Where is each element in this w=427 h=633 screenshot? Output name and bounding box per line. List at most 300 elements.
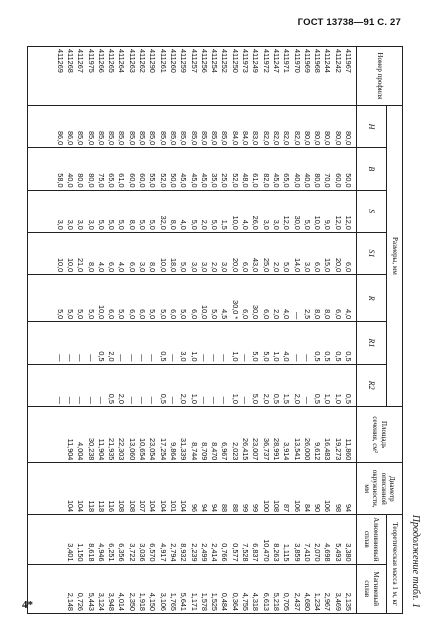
cell-magn: 2,350	[127, 592, 137, 611]
cell-R: 10,0	[96, 305, 106, 320]
cell-magn: 3,124	[96, 592, 106, 611]
cell-S1: 5,0	[282, 262, 292, 273]
cell-R2: —	[65, 396, 75, 404]
col-diameter: Диаметр описанной окружности, мм	[357, 463, 403, 515]
cell-R2: —	[55, 396, 65, 404]
cell-diameter: 104	[158, 499, 168, 513]
cell-area: 6,967	[220, 442, 230, 461]
cell-diameter: 87	[282, 504, 292, 513]
cell-R1: —	[168, 354, 178, 362]
cell-diameter: 98	[333, 504, 343, 513]
cell-R1: —	[117, 354, 127, 362]
area-column-cells	[28, 406, 357, 462]
cell-magn: 4,150	[148, 592, 158, 611]
cell-S: 3,0	[76, 219, 86, 230]
cell-area: 11,904	[96, 438, 106, 461]
cell-magn: 0,726	[76, 592, 86, 611]
cell-profile: 411968	[313, 49, 323, 73]
cell-diameter: 104	[76, 499, 86, 513]
cell-R2: —	[76, 396, 86, 404]
cell-R: 6,0	[189, 309, 199, 320]
R-column-cells	[28, 275, 357, 322]
cell-B: 80,0	[313, 173, 323, 188]
cell-S: 30,0	[292, 215, 302, 230]
cell-S1: 3,0	[199, 262, 209, 273]
cell-R1: 0,5	[158, 351, 168, 362]
cell-S1: 14,0	[292, 257, 302, 273]
cell-B: 60,0	[127, 173, 137, 188]
cell-R1: 4,0	[282, 351, 292, 362]
cell-R1: 5,0	[251, 351, 261, 362]
cell-S1: 21,0	[76, 257, 86, 273]
cell-S1: 43,0	[251, 257, 261, 273]
cell-area: 2,023	[230, 442, 240, 461]
cell-alum: 2,414	[210, 543, 220, 562]
cell-R2: 5,0	[251, 393, 261, 404]
cell-B: 40,0	[65, 173, 75, 188]
cell-diameter: 108	[271, 499, 281, 513]
cell-R2: 2,0	[261, 393, 271, 404]
cell-H: 85,0	[210, 130, 220, 146]
cell-magn: 2,437	[292, 592, 302, 611]
cell-R1: —	[220, 354, 230, 362]
col-H: H	[357, 105, 387, 147]
cell-S: 3,0	[86, 219, 96, 230]
cell-profile: 411972	[261, 49, 271, 73]
cell-S1: 6,0	[127, 262, 137, 273]
cell-S1: 8,0	[148, 262, 158, 273]
cell-area: 4,004	[76, 442, 86, 461]
cell-profile: 411262	[138, 49, 148, 73]
cell-alum: 6,356	[117, 543, 127, 562]
cell-H: 85,0	[76, 130, 86, 146]
cell-S: 2,0	[199, 219, 209, 230]
cell-alum: 1,115	[282, 543, 292, 562]
cell-S: 12,0	[344, 215, 353, 230]
cell-profile: 411264	[117, 49, 127, 73]
cell-diameter: 108	[127, 499, 137, 513]
cell-R2: —	[96, 396, 106, 404]
cell-R: 5,0	[148, 309, 158, 320]
cell-magn: 0,364	[230, 592, 240, 611]
cell-area: 21,935	[107, 438, 117, 461]
cell-S: 8,0	[168, 219, 178, 230]
cell-S: 5,0	[148, 219, 158, 230]
cell-B: 60,0	[333, 173, 343, 188]
cell-magn: 1,171	[189, 592, 199, 611]
cell-H: 86,0	[65, 130, 75, 146]
R1-column-cells	[28, 322, 357, 364]
cell-profile: 411257	[189, 49, 199, 73]
cell-H: 82,0	[271, 130, 281, 146]
cell-R: 6,0	[241, 309, 251, 320]
cell-B: 45,0	[199, 173, 209, 188]
cell-R1: —	[65, 354, 75, 362]
cell-profile: 411969	[302, 49, 312, 73]
cell-R2: —	[168, 396, 178, 404]
cell-R: 5,0	[65, 309, 75, 320]
cell-diameter: 94	[199, 504, 209, 513]
cell-diameter: 94	[344, 504, 353, 513]
cell-diameter: 88	[220, 504, 230, 513]
cell-magn: 4,318	[251, 592, 261, 611]
cell-R2: 1,0	[333, 393, 343, 404]
col-profile: Номер профиля	[357, 47, 403, 106]
col-S1: S1	[357, 232, 387, 274]
cell-S: 5,0	[107, 219, 117, 230]
cell-alum: 2,070	[313, 543, 323, 562]
cell-B: 48,0	[241, 173, 251, 188]
cell-profile: 411242	[333, 49, 343, 73]
cell-R2: 2,0	[117, 393, 127, 404]
cell-R: 5,0	[179, 309, 189, 320]
cell-S1: 20,0	[333, 257, 343, 273]
cell-B: 61,0	[117, 173, 127, 188]
cell-H: 82,0	[292, 130, 302, 146]
cell-magn: 2,135	[344, 592, 353, 611]
cell-magn: 1,525	[210, 592, 220, 611]
col-area: Площадь сечения, см²	[357, 406, 403, 462]
cell-S1: 2,0	[271, 262, 281, 273]
cell-H: 85,0	[179, 130, 189, 146]
col-S: S	[357, 190, 387, 232]
cell-diameter: 106	[323, 499, 333, 513]
cell-profile: 411971	[282, 49, 292, 73]
cell-alum: 4,917	[158, 543, 168, 562]
cell-area: 13,541	[292, 438, 302, 461]
cell-R: 4,0	[282, 309, 292, 320]
cell-diameter: 118	[86, 500, 96, 513]
cell-R: 6,0	[261, 309, 271, 320]
cell-diameter: 94	[210, 504, 220, 513]
cell-B: 80,0	[76, 173, 86, 188]
cell-R: 5,0	[76, 309, 86, 320]
cell-R1: —	[76, 354, 86, 362]
cell-area: 8,709	[199, 442, 209, 461]
cell-R1: —	[86, 354, 96, 362]
col-R1: R1	[357, 322, 387, 364]
cell-profile: 411266	[96, 49, 106, 73]
cell-S: 32,0	[158, 215, 168, 230]
cell-R2: 0,5	[271, 393, 281, 404]
cell-R: —	[292, 311, 302, 320]
cell-R2: 1,0	[323, 393, 333, 404]
rotated-table-page	[27, 46, 421, 614]
cell-S: 12,0	[333, 215, 343, 230]
cell-profile: 411250	[230, 49, 240, 73]
cell-H: 84,0	[230, 130, 240, 146]
cell-R2: 1,0	[189, 393, 199, 404]
cell-R1: 5,0	[261, 351, 271, 362]
cell-magn: 5,641	[179, 592, 189, 611]
cell-B: 80,0	[86, 173, 96, 188]
cell-alum: 10,470	[261, 539, 271, 562]
cell-area: 8,744	[189, 442, 199, 461]
cell-R2: 1,0	[230, 393, 240, 404]
cell-alum: 0,766	[220, 543, 230, 562]
cell-H: 80,0	[313, 130, 323, 146]
cell-area: 9,864	[168, 442, 178, 461]
table-caption: Продолжение табл. 1	[410, 514, 421, 608]
cell-H: 85,0	[158, 130, 168, 146]
cell-alum: 6,570	[148, 543, 158, 562]
cell-R: 8,0	[313, 309, 323, 320]
cell-H: 84,0	[241, 130, 251, 146]
cell-diameter: 106	[292, 499, 302, 513]
cell-R2: —	[148, 396, 158, 404]
cell-S1: 18,0	[168, 257, 178, 273]
cell-R2: 0,5	[158, 393, 168, 404]
cell-area: 11,904	[65, 438, 75, 461]
B-column-cells	[28, 148, 357, 190]
cell-S: 3,0	[65, 219, 75, 230]
cell-S1: 5,0	[179, 262, 189, 273]
cell-B: 45,0	[179, 173, 189, 188]
cell-R1: 1,0	[230, 351, 240, 362]
cell-S: 10,0	[313, 215, 323, 230]
cell-magn: 0,705	[282, 592, 292, 611]
cell-B: 40,0	[292, 173, 302, 188]
cell-R: 6,0	[168, 309, 178, 320]
cell-S1: 3,0	[302, 262, 312, 273]
cell-R1: 0,5	[313, 351, 323, 362]
page-header: ГОСТ 13738—91 С. 27	[297, 17, 401, 28]
cell-H: 85,0	[148, 130, 158, 146]
cell-R: 5,0	[86, 309, 96, 320]
cell-R: 2,0	[271, 309, 281, 320]
cell-R2: —	[138, 396, 148, 404]
cell-profile: 411970	[292, 49, 302, 73]
cell-profile: 411267	[76, 49, 86, 73]
cell-R1: —	[199, 354, 209, 362]
cell-S: 26,0	[251, 215, 261, 230]
cell-R: 4,0	[344, 309, 353, 320]
cell-alum: 7,410	[302, 543, 312, 562]
cell-R: 30,0	[251, 305, 261, 320]
cell-R: 5,0	[117, 309, 127, 320]
cell-H: 85,0	[107, 130, 117, 146]
cell-B: 82,0	[261, 173, 271, 188]
cell-B: 50,0	[168, 173, 178, 188]
cell-alum: 8,263	[271, 543, 281, 562]
cell-area: 26,000	[302, 438, 312, 461]
cell-H: 80,0	[302, 130, 312, 146]
cell-B: 61,0	[251, 173, 261, 188]
cell-B: 25,0	[220, 173, 230, 188]
cell-B: 55,0	[148, 173, 158, 188]
cell-R1: 3,0	[179, 351, 189, 362]
cell-S1: 6,0	[313, 262, 323, 273]
cell-S1: 2,0	[210, 262, 220, 273]
cell-S1: 6,0	[107, 262, 117, 273]
cell-S1: 3,0	[138, 262, 148, 273]
cell-S: 5,0	[96, 219, 106, 230]
cell-R: 10,0	[199, 305, 209, 320]
cell-S: 4,0	[241, 219, 251, 230]
cell-H: 85,0	[199, 130, 209, 146]
cell-S1: 10,0	[158, 257, 168, 273]
col-R: R	[357, 275, 387, 322]
cell-magn: 4,755	[241, 592, 251, 611]
cell-B: 40,0	[302, 173, 312, 188]
cell-R1: —	[241, 354, 251, 362]
cell-alum: 5,493	[333, 543, 343, 562]
cell-area: 8,470	[210, 442, 220, 461]
cell-B: 35,0	[210, 173, 220, 188]
cell-area: 10,654	[138, 438, 148, 461]
cell-S1: 6,0	[241, 262, 251, 273]
cell-H: 85,0	[168, 130, 178, 146]
cell-R2: 0,5	[344, 393, 353, 404]
S1-column-cells	[28, 232, 357, 274]
cell-H: 85,0	[117, 130, 127, 146]
cell-diameter: 100	[261, 499, 271, 513]
cell-S1: 8,0	[86, 262, 96, 273]
cell-profile: 411261	[158, 49, 168, 73]
cell-R: 6,0	[138, 309, 148, 320]
col-B: B	[357, 148, 387, 190]
magn-column-cells	[28, 564, 357, 613]
cell-H: 85,0	[189, 130, 199, 146]
cell-R2: 2,0	[179, 393, 189, 404]
cell-area: 16,483	[323, 438, 333, 461]
cell-magn: 2,148	[65, 592, 75, 611]
alum-column-cells	[28, 515, 357, 564]
cell-alum: 2,239	[189, 543, 199, 562]
cell-S1: 4,0	[96, 262, 106, 273]
cell-B: 60,0	[138, 173, 148, 188]
cell-R: 5,0	[55, 309, 65, 320]
cell-diameter: 84	[302, 504, 312, 513]
cell-alum: 3,859	[292, 543, 302, 562]
cell-B: 52,0	[230, 173, 240, 188]
cell-R2: —	[302, 396, 312, 404]
cell-S1: 3,0	[189, 262, 199, 273]
cell-area: 13,060	[127, 438, 137, 461]
cell-R1: —	[127, 354, 137, 362]
cell-R2: —	[241, 396, 251, 404]
cell-area: 26,415	[241, 438, 251, 461]
cell-S1: 25,0	[261, 257, 271, 273]
cell-diameter: 107	[138, 499, 148, 513]
cell-B: 58,0	[55, 173, 65, 188]
cell-profile: 411975	[86, 49, 96, 73]
cell-alum: 2,499	[199, 543, 209, 562]
cell-diameter: 99	[241, 504, 251, 513]
cell-area: 30,238	[86, 438, 96, 461]
cell-alum: 8,618	[86, 543, 96, 562]
cell-R1: 0,5	[96, 351, 106, 362]
col-magn: Магниевый сплав	[357, 564, 387, 613]
cell-alum: 3,722	[127, 543, 137, 562]
cell-profile: 411269	[55, 49, 65, 73]
cell-S: 10,0	[230, 215, 240, 230]
cell-magn: 2,967	[323, 592, 333, 611]
profile-column-cells	[28, 47, 357, 106]
cell-R1: 0,5	[323, 351, 333, 362]
cell-S: 1,5	[220, 219, 230, 230]
cell-alum: 0,577	[230, 543, 240, 562]
cell-S1: 15,0	[323, 257, 333, 273]
cell-H: 86,0	[55, 130, 65, 146]
cell-magn: 3,106	[158, 592, 168, 611]
cell-S: 5,0	[117, 219, 127, 230]
cell-S: 5,0	[138, 219, 148, 230]
cell-area: 31,339	[179, 438, 189, 461]
cell-profile: 411265	[107, 49, 117, 73]
cell-alum: 7,528	[241, 543, 251, 562]
cell-alum: 8,932	[179, 543, 189, 562]
cell-profile: 411290	[148, 49, 158, 73]
cell-magn: 4,014	[117, 592, 127, 611]
cell-diameter: 88	[230, 504, 240, 513]
cell-profile: 411249	[251, 49, 261, 73]
cell-alum: 3,036	[138, 543, 148, 562]
cell-profile: 411254	[210, 49, 220, 73]
cell-S: 8,0	[127, 219, 137, 230]
cell-diameter: 99	[251, 504, 261, 513]
cell-profile: 411268	[65, 49, 75, 73]
cell-R1: —	[210, 354, 220, 362]
cell-profile: 411260	[168, 49, 178, 73]
cell-R: 2,5	[302, 309, 312, 320]
col-alum: Алюминиевый сплав	[357, 515, 387, 564]
cell-S: 3,0	[55, 219, 65, 230]
cell-diameter: 104	[148, 499, 158, 513]
cell-R1: —	[55, 354, 65, 362]
cell-R: 8,0	[323, 309, 333, 320]
cell-H: 80,0	[333, 130, 343, 146]
cell-magn: 1,765	[168, 592, 178, 611]
cell-H: 83,0	[251, 130, 261, 146]
cell-alum: 6,251	[107, 543, 117, 562]
cell-R2: 0,5	[313, 393, 323, 404]
col-R2: R2	[357, 364, 387, 406]
cell-R1: 1,0	[271, 351, 281, 362]
cell-S1: 4,0	[117, 262, 127, 273]
cell-R: 6,0	[107, 309, 117, 320]
cell-R1: 0,5	[333, 351, 343, 362]
cell-magn: 1,918	[138, 592, 148, 611]
cell-S: 4,0	[179, 219, 189, 230]
cell-B: 50,0	[344, 173, 353, 188]
cell-area: 28,991	[271, 438, 281, 461]
cell-R2: —	[220, 396, 230, 404]
cell-R2: 1,5	[282, 393, 292, 404]
cell-S: 12,0	[282, 215, 292, 230]
diameter-column-cells	[28, 463, 357, 515]
cell-B: 45,0	[271, 173, 281, 188]
cell-diameter: 104	[179, 499, 189, 513]
cell-S1: 10,0	[65, 257, 75, 273]
cell-area: 36,737	[261, 438, 271, 461]
cell-R: 6,0	[333, 309, 343, 320]
cell-magn: 3,469	[333, 592, 343, 611]
cell-profile: 411252	[220, 49, 230, 73]
cell-B: 65,0	[107, 173, 117, 188]
cell-magn: 5,443	[86, 592, 96, 611]
cell-profile: 411967	[344, 49, 353, 73]
cell-diameter: 101	[168, 499, 178, 513]
cell-profile: 411259	[179, 49, 189, 73]
cell-magn: 3,948	[107, 592, 117, 611]
cell-B: 65,0	[282, 173, 292, 188]
cell-diameter: 116	[107, 500, 117, 513]
cell-magn: 5,218	[271, 592, 281, 611]
cell-alum: 4,698	[323, 543, 333, 562]
cell-magn: 1,234	[313, 592, 323, 611]
cell-H: 85,0	[220, 130, 230, 146]
